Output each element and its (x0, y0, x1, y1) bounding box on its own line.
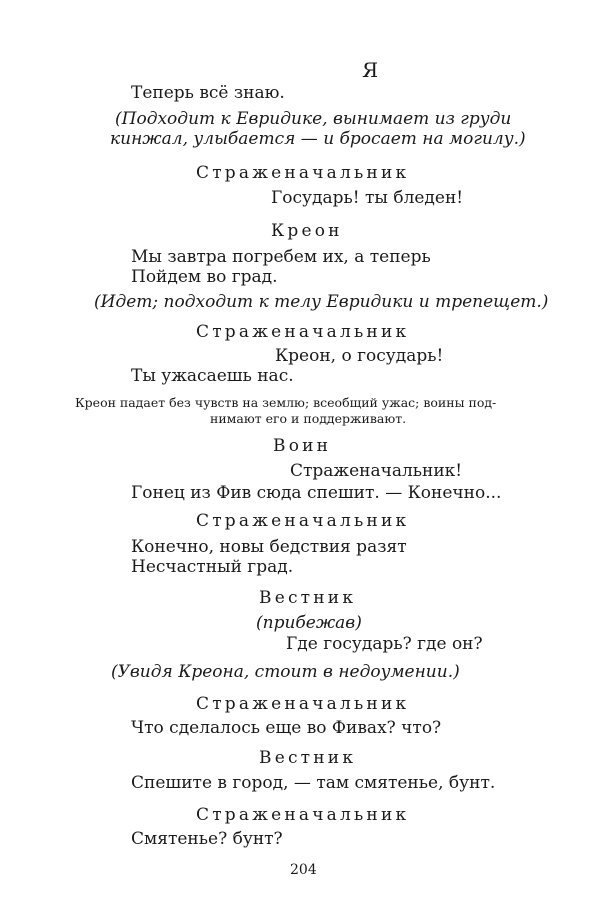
verse-line: Что сделалось еще во Фивах? что? (131, 718, 442, 738)
verse-line: Пойдем во град. (131, 267, 278, 287)
verse-line: Ты ужасаешь нас. (131, 366, 294, 386)
verse-line: Гонец из Фив сюда спешит. — Конечно... (131, 483, 502, 503)
speaker-name: Страженачальник (196, 322, 410, 342)
stage-direction: (Идет; подходит к телу Евридики и трепещет.) (94, 292, 549, 312)
speaker-name: Креон (271, 221, 343, 241)
stage-direction: (Увидя Креона, стоит в недоумении.) (111, 662, 460, 682)
stage-direction: (Подходит к Евридике, вынимает из груди (115, 109, 512, 129)
speaker-name: Страженачальник (196, 805, 410, 825)
verse-line: Несчастный град. (131, 557, 294, 577)
verse-line: Смятенье? бунт? (131, 829, 283, 849)
corner-mark: Я (362, 58, 379, 82)
verse-line: Конечно, новы бедствия разят (131, 537, 407, 557)
speaker-name: Страженачальник (196, 694, 410, 714)
verse-line: Где государь? где он? (286, 634, 483, 654)
stage-direction: (прибежав) (256, 613, 362, 633)
stage-direction: Креон падает без чувств на землю; всеобщий ужас; воины под- (75, 395, 497, 410)
stage-direction: кинжал, улыбается — и бросает на могилу.) (110, 129, 526, 149)
page-number: 204 (290, 862, 317, 878)
speaker-name: Страженачальник (196, 163, 410, 183)
verse-line: Теперь всё знаю. (131, 83, 285, 103)
speaker-name: Вестник (259, 588, 357, 608)
speaker-name: Воин (273, 436, 332, 456)
verse-line: Страженачальник! (290, 461, 463, 481)
verse-line: Спешите в город, — там смятенье, бунт. (131, 773, 496, 793)
speaker-name: Вестник (259, 748, 357, 768)
verse-line: Мы завтра погребем их, а теперь (131, 247, 431, 267)
stage-direction: нимают его и поддерживают. (210, 411, 407, 426)
verse-line: Креон, о государь! (275, 346, 444, 366)
speaker-name: Страженачальник (196, 511, 410, 531)
verse-line: Государь! ты бледен! (271, 188, 464, 208)
